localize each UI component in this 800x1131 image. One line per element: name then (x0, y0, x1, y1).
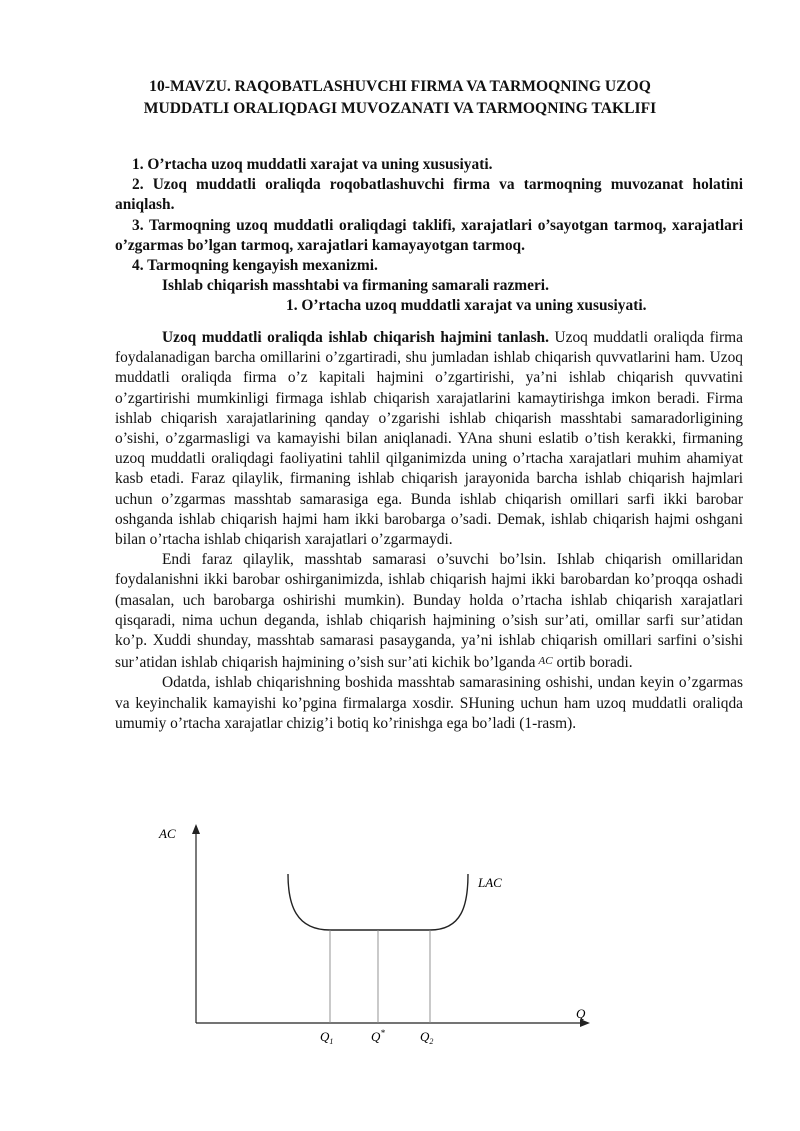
tick-label-qstar: Q* (371, 1028, 385, 1044)
outline-item-2: 2. Uzoq muddatli oraliqda roqobatlashuvchi firma va tarmoqning muvozanat holatini aniqlash. (115, 176, 743, 214)
inline-ac-symbol: AC (538, 655, 553, 668)
topic-title-line-1: 10-MAVZU. RAQOBATLASHUVCHI FIRMA VA TARMOQNING UZOQ (149, 78, 651, 95)
lac-curve (288, 874, 468, 930)
outline-item-1: 1. O’rtacha uzoq muddatli xarajat va uning xususiyati. (132, 156, 493, 173)
tick-label-q1: $Q_1$ (320, 1029, 334, 1046)
lac-curve-label: LAC (478, 875, 502, 890)
paragraph-2-text: Endi faraz qilaylik, masshtab samarasi o’suvchi bo’lsin. Ishlab chiqarish omillaridan foydalanishni ikki barobar oshirganimizda, ishlab chiqarish hajmi ikki barobardan ko’proqqa oshadi (masalan, uch barobarga oshirishi mumkin). Bunday holda o’rtacha ishlab chiqarish xarajatlari qisqaradi, nima uchun deganda, ishlab chiqarish hajmining o’sish sur’ati, omillar sarfi sur’atidan ko’p. Xuddi shunday, masshtab samarasi pasayganda, ya’ni ishlab chiqarish omillari sarfini o’sishi sur’atidan ishlab chiqarish hajmining o’sish sur’ati kichik bo’lganda (115, 551, 743, 672)
x-axis-label: Q (576, 1006, 586, 1021)
paragraph-1-lead: Uzoq muddatli oraliqda ishlab chiqarish hajmini tanlash. (162, 329, 549, 346)
paragraph-3: Odatda, ishlab chiqarishning boshida masshtab samarasining oshishi, undan keyin o’zgarmas va keyinchalik kamayishi ko’pgina firmalarga xosdir. SHuning uchun ham uzoq muddatli oraliqda umumiy o’rtacha xarajatlar chizig’i botiq ko’rinishga ega bo’ladi (1-rasm). (115, 674, 743, 732)
topic-title-line-2: MUDDATLI ORALIQDAGI MUVOZANATI VA TARMOQNING TAKLIFI (143, 100, 657, 117)
outline-item-3: 3. Tarmoqning uzoq muddatli oraliqdagi taklifi, xarajatlari o’sayotgan tarmoq, xarajatlari o’zgarmas bo’lgan tarmoq, xarajatlari kamayayotgan tarmoq. (115, 216, 743, 254)
y-axis-arrow (192, 824, 200, 834)
paragraph-2-end: ortib boradi. (556, 654, 633, 672)
tick-label-q2: $Q_2$ (420, 1029, 434, 1046)
outline-item-4: 4. Tarmoqning kengayish mexanizmi. (132, 257, 378, 275)
section-heading: 1. O’rtacha uzoq muddatli xarajat va uning xususiyati. (286, 297, 647, 315)
outline-item-5: Ishlab chiqarish masshtabi va firmaning samarali razmeri. (162, 277, 549, 295)
paragraph-1-text: Uzoq muddatli oraliqda firma foydalanadigan barcha omillarini o’zgartiradi, shu jumladan ishlab chiqarish quvvatlarini ham. Uzoq muddatli oraliqda firma o’z kapitali hajmini o’zgartirishi, ya’ni ishlab chiqarish quvvatini o’zgartirishi mumkinligi firmaga ishlab chiqarish xarajatlarini kamaytirishga imkon beradi. Firma ishlab chiqarish xarajatlarining qanday o’zgarishi ishlab chiqarish masshtabi samaradorligining o’sishi, o’zgarmasligi va kamayishi bilan aniqlanadi. YAna shuni eslatib o’tish kerakki, firmaning uzoq muddatli oraliqdagi faoliyatini tahlil qilganimizda uning o’rtacha xarajatlari muhim ahamiyat kasb etadi. Faraz qilaylik, firmaning ishlab chiqarish jarayonida barcha ishlab chiqarish hajmlari uchun o’zgarmas masshtab samarasiga ega. Bunda ishlab chiqarish omillari sarfi ikki barobar oshganda ishlab chiqarish hajmi ham ikki barobarga o’sadi. Demak, ishlab chiqarish hajmi oshgani bilan o’rtacha ishlab chiqarish xarajatlari o’zgarmaydi. (115, 329, 743, 549)
y-axis-label: AC (159, 826, 176, 841)
